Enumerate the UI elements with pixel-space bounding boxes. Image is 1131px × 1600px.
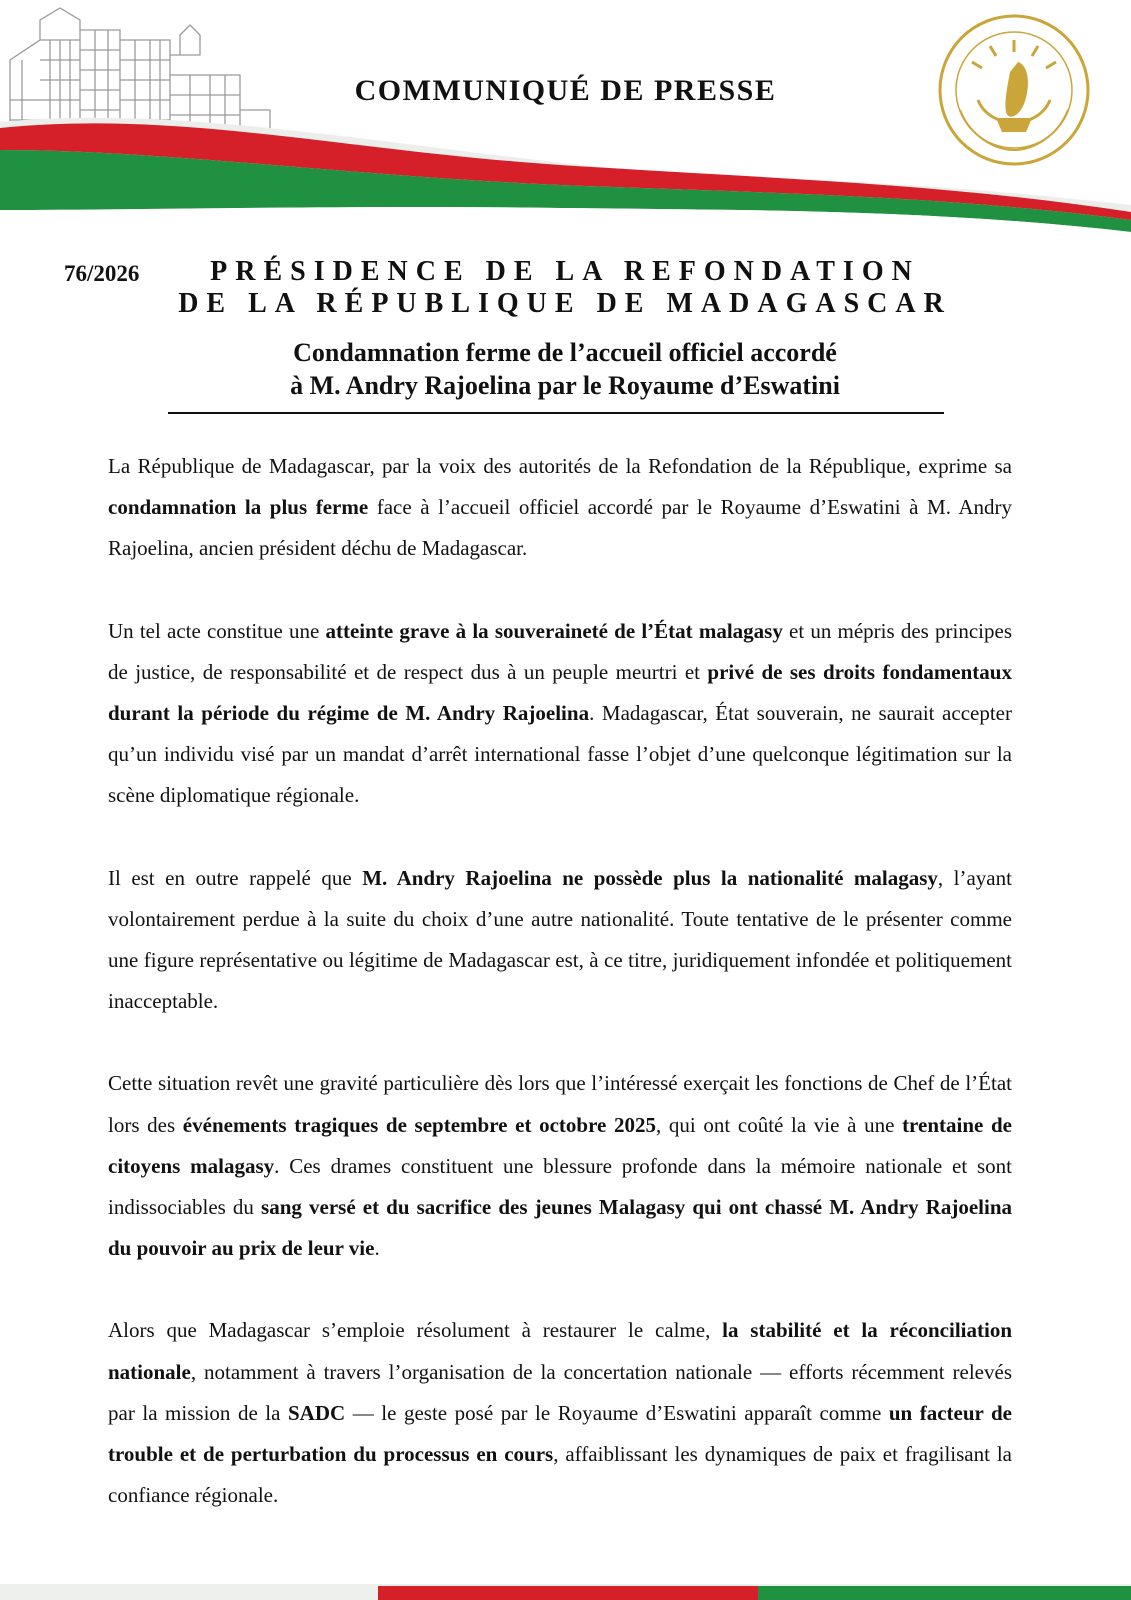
p2-bold-b: atteinte grave à la souveraineté de l’État malagasy: [325, 618, 783, 643]
p5-bold-d: SADC: [288, 1400, 346, 1425]
p1-text-c: face à l’accueil officiel accordé par le Royaume d’Eswatini à M. Andry Rajoelina, ancien président déchu de Madagascar.: [108, 495, 1012, 561]
subtitle-line-2: à M. Andry Rajoelina par le Royaume d’Eswatini: [290, 371, 840, 400]
p2-bold-d: privé de ses droits fondamentaux durant la période du régime de M. Andry Rajoelina: [108, 659, 1012, 726]
communique-subtitle: [160, 336, 970, 402]
footer-green-stripe: [758, 1586, 1131, 1600]
p5-text-c: , notamment à travers l’organisation de la concertation nationale — efforts récemment relevés par la mission de la: [108, 1359, 1012, 1425]
p3-text-c: , l’ayant volontairement perdue à la suite du choix d’une autre nationalité. Toute tentative de le présenter comme une figure représentative ou légitime de Madagascar est, à ce titre, juridiquement infondée et politiquement inacceptable.: [108, 865, 1012, 1014]
paragraph-4: [108, 1063, 1012, 1269]
issuer-line-1: PRÉSIDENCE DE LA REFONDATION: [210, 256, 920, 287]
p4-text-a: Cette situation revêt une gravité particulière dès lors que l’intéressé exerçait les fonctions de Chef de l’État lors des: [108, 1071, 1012, 1137]
p4-bold-b: événements tragiques de septembre et octobre 2025: [182, 1112, 656, 1137]
communique-body: [108, 446, 1012, 1516]
p4-bold-d: trentaine de citoyens malagasy: [108, 1112, 1012, 1178]
p2-text-c: et un mépris des principes de justice, de responsabilité et de respect dus à un peuple meurtri et: [108, 618, 1013, 684]
p5-text-e: — le geste posé par le Royaume d’Eswatini apparaît comme: [345, 1400, 889, 1425]
p1-bold-b: condamnation la plus ferme: [108, 495, 369, 520]
paragraph-5: [108, 1310, 1012, 1516]
p2-text-e: . Madagascar, État souverain, ne saurait accepter qu’un individu visé par un mandat d’arrêt international fasse l’objet d’une quelconque légitimation sur la scène diplomatique régionale.: [108, 701, 1012, 808]
footer-red-stripe: [378, 1586, 758, 1600]
p4-text-e: . Ces drames constituent une blessure profonde dans la mémoire nationale et sont indissociables du: [108, 1153, 1012, 1220]
p5-bold-f: un facteur de trouble et de perturbation du processus en cours: [108, 1400, 1013, 1467]
paragraph-1: [108, 446, 1012, 570]
paragraph-2: [108, 611, 1012, 817]
p4-bold-f: sang versé et du sacrifice des jeunes Malagasy qui ont chassé M. Andry Rajoelina du pouvoir au prix de leur vie: [108, 1195, 1012, 1261]
p5-text-g: , affaiblissant les dynamiques de paix et fragilisant la confiance régionale.: [108, 1442, 1012, 1508]
p4-text-c: , qui ont coûté la vie à une: [656, 1112, 903, 1137]
paragraph-3: [108, 858, 1012, 1023]
title-divider: [168, 412, 944, 414]
p5-text-a: Alors que Madagascar s’emploie résolument à restaurer le calme,: [108, 1318, 723, 1343]
p5-bold-b: la stabilité et la réconciliation nationale: [108, 1318, 1012, 1384]
p1-text-a: La République de Madagascar, par la voix des autorités de la Refondation de la République, exprime sa: [108, 454, 1012, 478]
p3-bold-b: M. Andry Rajoelina ne possède plus la nationalité malagasy: [362, 865, 938, 890]
page-title: COMMUNIQUÉ DE PRESSE: [354, 74, 777, 107]
p3-text-a: Il est en outre rappelé que: [108, 865, 363, 890]
p4-text-g: .: [374, 1236, 380, 1261]
subtitle-line-1: Condamnation ferme de l’accueil officiel accordé: [293, 338, 837, 367]
header-banner: [0, 0, 1131, 260]
issuer-line-2: DE LA RÉPUBLIQUE DE MADAGASCAR: [178, 288, 952, 319]
communique-number: 76/2026: [64, 261, 140, 286]
p2-text-a: Un tel acte constitue une: [108, 618, 326, 643]
